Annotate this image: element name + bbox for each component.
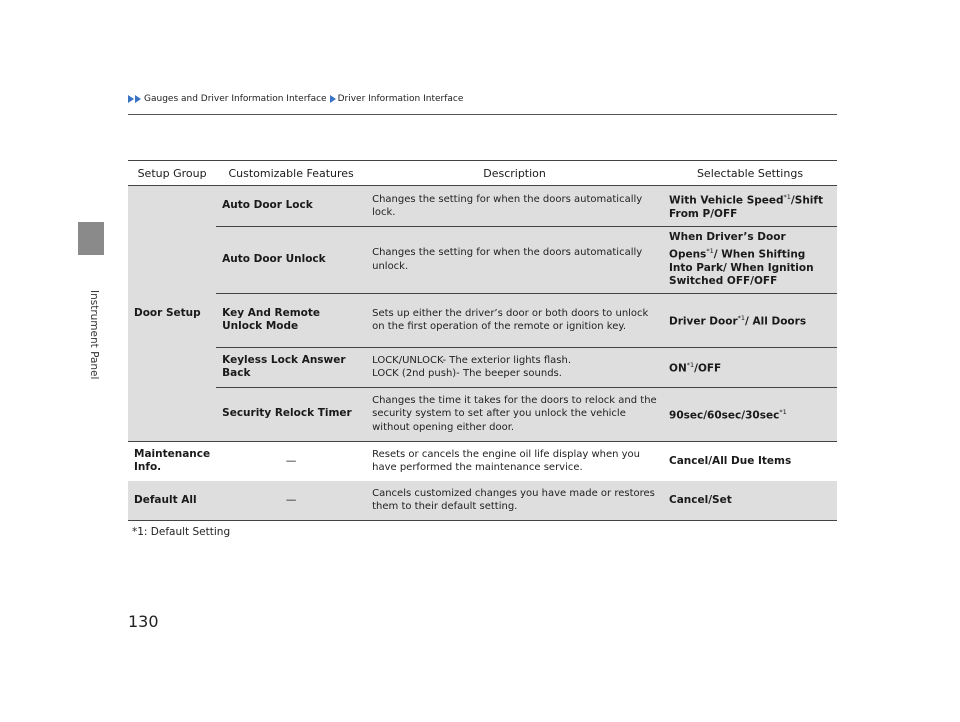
breadcrumb-item[interactable]: Gauges and Driver Information Interface	[144, 94, 327, 104]
column-header: Description	[366, 161, 663, 186]
breadcrumb-arrow-icon	[128, 95, 134, 103]
feature-cell: Keyless Lock Answer Back	[216, 347, 366, 387]
breadcrumb	[128, 94, 463, 104]
setting-value: / When Shifting Into Park/ When Ignition Switched OFF/OFF	[669, 248, 814, 287]
description-cell: Sets up either the driver’s door or both doors to unlock on the first operation of the remote or ignition key.	[366, 293, 663, 347]
footnote-marker: *1	[779, 407, 787, 416]
setting-value: 90sec/60sec/30sec	[669, 409, 780, 421]
feature-cell: Key And Remote Unlock Mode	[216, 293, 366, 347]
setting-value: /OFF	[694, 362, 722, 374]
table-row	[128, 186, 837, 227]
feature-cell: Auto Door Unlock	[216, 227, 366, 294]
column-header: Selectable Settings	[663, 161, 837, 186]
selectable-settings-cell	[663, 293, 837, 347]
description-cell: Resets or cancels the engine oil life display when you have performed the maintenance service.	[372, 448, 641, 474]
selectable-settings-cell	[663, 387, 837, 441]
setting-value: / All Doors	[745, 315, 807, 327]
header-divider	[128, 114, 837, 115]
feature-cell: Security Relock Timer	[216, 387, 366, 441]
setting-value: ON	[669, 362, 687, 374]
section-tab-marker	[78, 222, 104, 255]
description-line: LOCK (2nd push)- The beeper sounds.	[372, 368, 562, 379]
description-cell: Changes the time it takes for the doors to relock and the security system to set after you unlock the vehicle without opening either door.	[366, 387, 663, 441]
footnote-marker: *1	[737, 313, 746, 322]
feature-cell: —	[285, 454, 297, 467]
selectable-settings-cell: Cancel/Set	[663, 481, 837, 520]
setup-group-cell: Door Setup	[128, 186, 216, 442]
footnote: *1: Default Setting	[132, 526, 231, 538]
description-cell	[366, 347, 663, 387]
feature-cell: —	[216, 481, 366, 520]
breadcrumb-arrow-icon	[135, 95, 141, 103]
footnote-marker: *1	[706, 246, 714, 255]
breadcrumb-arrow-icon	[330, 95, 336, 103]
setting-value: Driver Door	[669, 315, 738, 327]
setup-group-cell: Maintenance Info.	[134, 447, 211, 474]
setting-value: With Vehicle Speed	[669, 194, 784, 207]
selectable-settings-cell: Cancel/All Due Items	[669, 454, 792, 467]
description-line: LOCK/UNLOCK- The exterior lights flash.	[372, 354, 572, 366]
table-row	[128, 227, 837, 294]
table-row	[128, 347, 837, 387]
column-header: Customizable Features	[216, 161, 366, 186]
table-row	[128, 387, 837, 441]
setting-value: When Driver’s Door Opens	[669, 231, 786, 260]
setting-value: /Shift From P/OFF	[669, 194, 823, 220]
footnote-marker: *1	[686, 360, 695, 369]
table-row	[128, 441, 837, 481]
description-cell: Changes the setting for when the doors automatically unlock.	[366, 227, 663, 294]
table-header-row	[128, 161, 837, 186]
column-header: Setup Group	[128, 161, 216, 186]
feature-cell: Auto Door Lock	[216, 186, 366, 227]
footnote-marker: *1	[783, 192, 791, 201]
table-row	[128, 293, 837, 347]
side-section-label: Instrument Panel	[88, 290, 100, 380]
description-cell: Cancels customized changes you have made or restores them to their default setting.	[366, 481, 663, 520]
setup-group-cell: Default All	[128, 481, 216, 520]
description-cell: Changes the setting for when the doors automatically lock.	[366, 186, 663, 227]
selectable-settings-cell	[663, 227, 837, 294]
page-number: 130	[128, 612, 159, 631]
settings-table	[128, 160, 837, 521]
breadcrumb-item[interactable]: Driver Information Interface	[337, 94, 464, 104]
selectable-settings-cell	[663, 186, 837, 227]
table-row	[128, 481, 837, 520]
selectable-settings-cell	[663, 347, 837, 387]
